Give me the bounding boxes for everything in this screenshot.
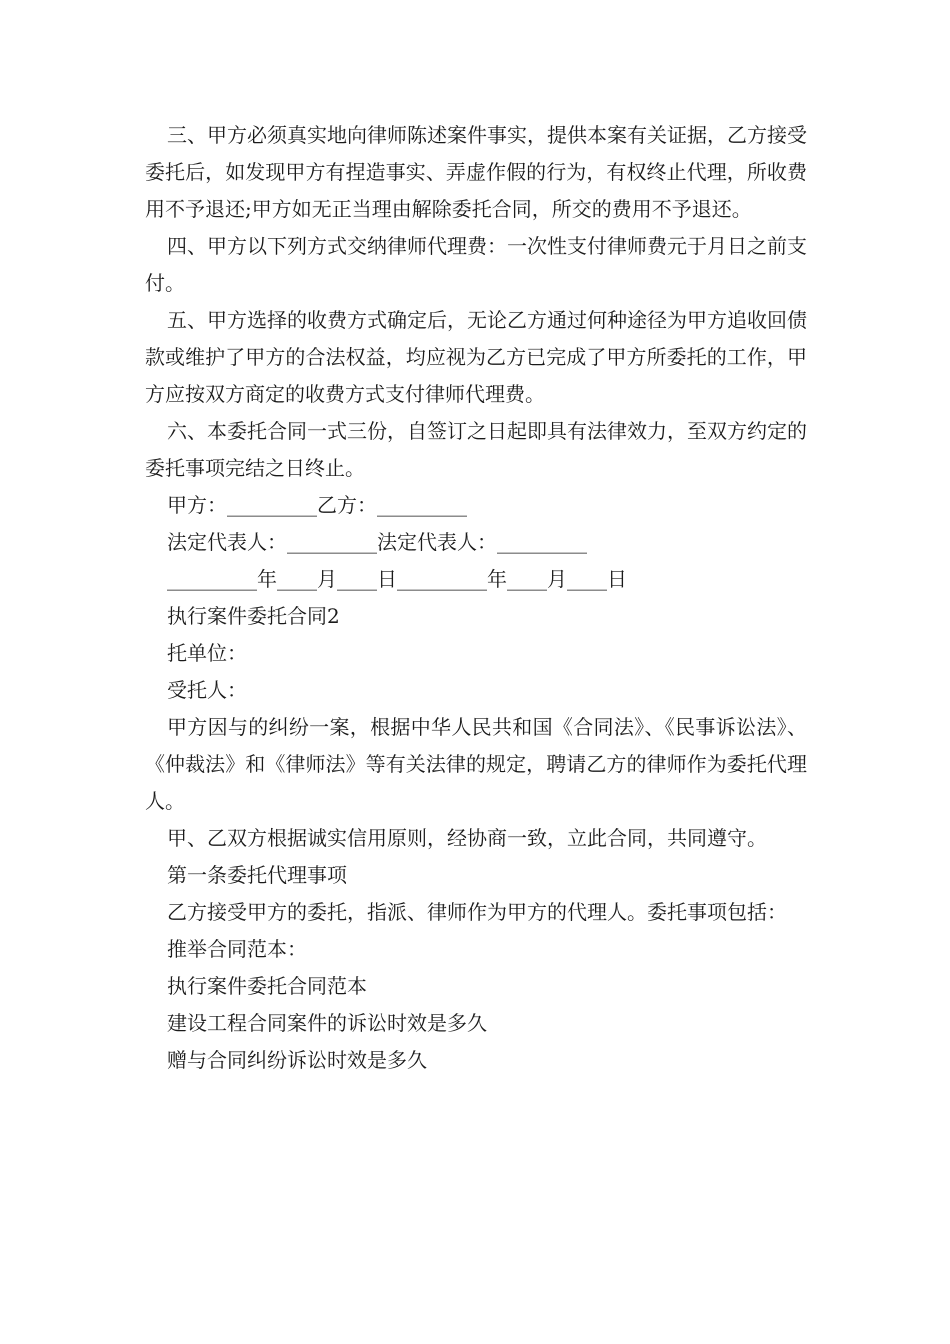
entrusting-unit-line: 托单位： (167, 641, 247, 665)
recommended-item: 执行案件委托合同范本 (167, 974, 367, 998)
article-1-heading: 第一条委托代理事项 (167, 863, 347, 887)
signature-party-line: 甲方：_________乙方：_________ (167, 493, 467, 517)
paragraph-agreement: 甲、乙双方根据诚实信用原则，经协商一致，立此合同，共同遵守。 (167, 826, 767, 850)
section-title: 执行案件委托合同2 (167, 604, 340, 628)
recommended-item: 赠与合同纠纷诉讼时效是多久 (167, 1048, 427, 1072)
paragraph-preamble: 甲方因与的纠纷一案，根据中华人民共和国《合同法》、《民事诉讼法》、《仲裁法》和《律师法》等有关法律的规定，聘请乙方的律师作为委托代理人。 (145, 715, 807, 813)
paragraph-clause-4: 四、甲方以下列方式交纳律师代理费：一次性支付律师费元于月日之前支付。 (145, 234, 807, 295)
paragraph-clause-6: 六、本委托合同一式三份，自签订之日起即具有法律效力，至双方约定的委托事项完结之日终止。 (145, 419, 807, 480)
signature-representative-line: 法定代表人：_________法定代表人：_________ (167, 530, 587, 554)
signature-date-line: _________年____月____日_________年____月____日 (167, 567, 627, 591)
recommended-heading: 推举合同范本： (167, 937, 307, 961)
document-body (145, 117, 807, 1079)
recommended-item: 建设工程合同案件的诉讼时效是多久 (167, 1011, 487, 1035)
paragraph-clause-3: 三、甲方必须真实地向律师陈述案件事实，提供本案有关证据，乙方接受委托后，如发现甲方有捏造事实、弄虚作假的行为，有权终止代理，所收费用不予退还;甲方如无正当理由解除委托合同，所交的费用不予退还。 (145, 123, 807, 221)
paragraph-article-1: 乙方接受甲方的委托，指派、律师作为甲方的代理人。委托事项包括： (167, 900, 787, 924)
paragraph-clause-5: 五、甲方选择的收费方式确定后，无论乙方通过何种途径为甲方追收回债款或维护了甲方的合法权益，均应视为乙方已完成了甲方所委托的工作，甲方应按双方商定的收费方式支付律师代理费。 (145, 308, 807, 406)
trustee-line: 受托人： (167, 678, 247, 702)
